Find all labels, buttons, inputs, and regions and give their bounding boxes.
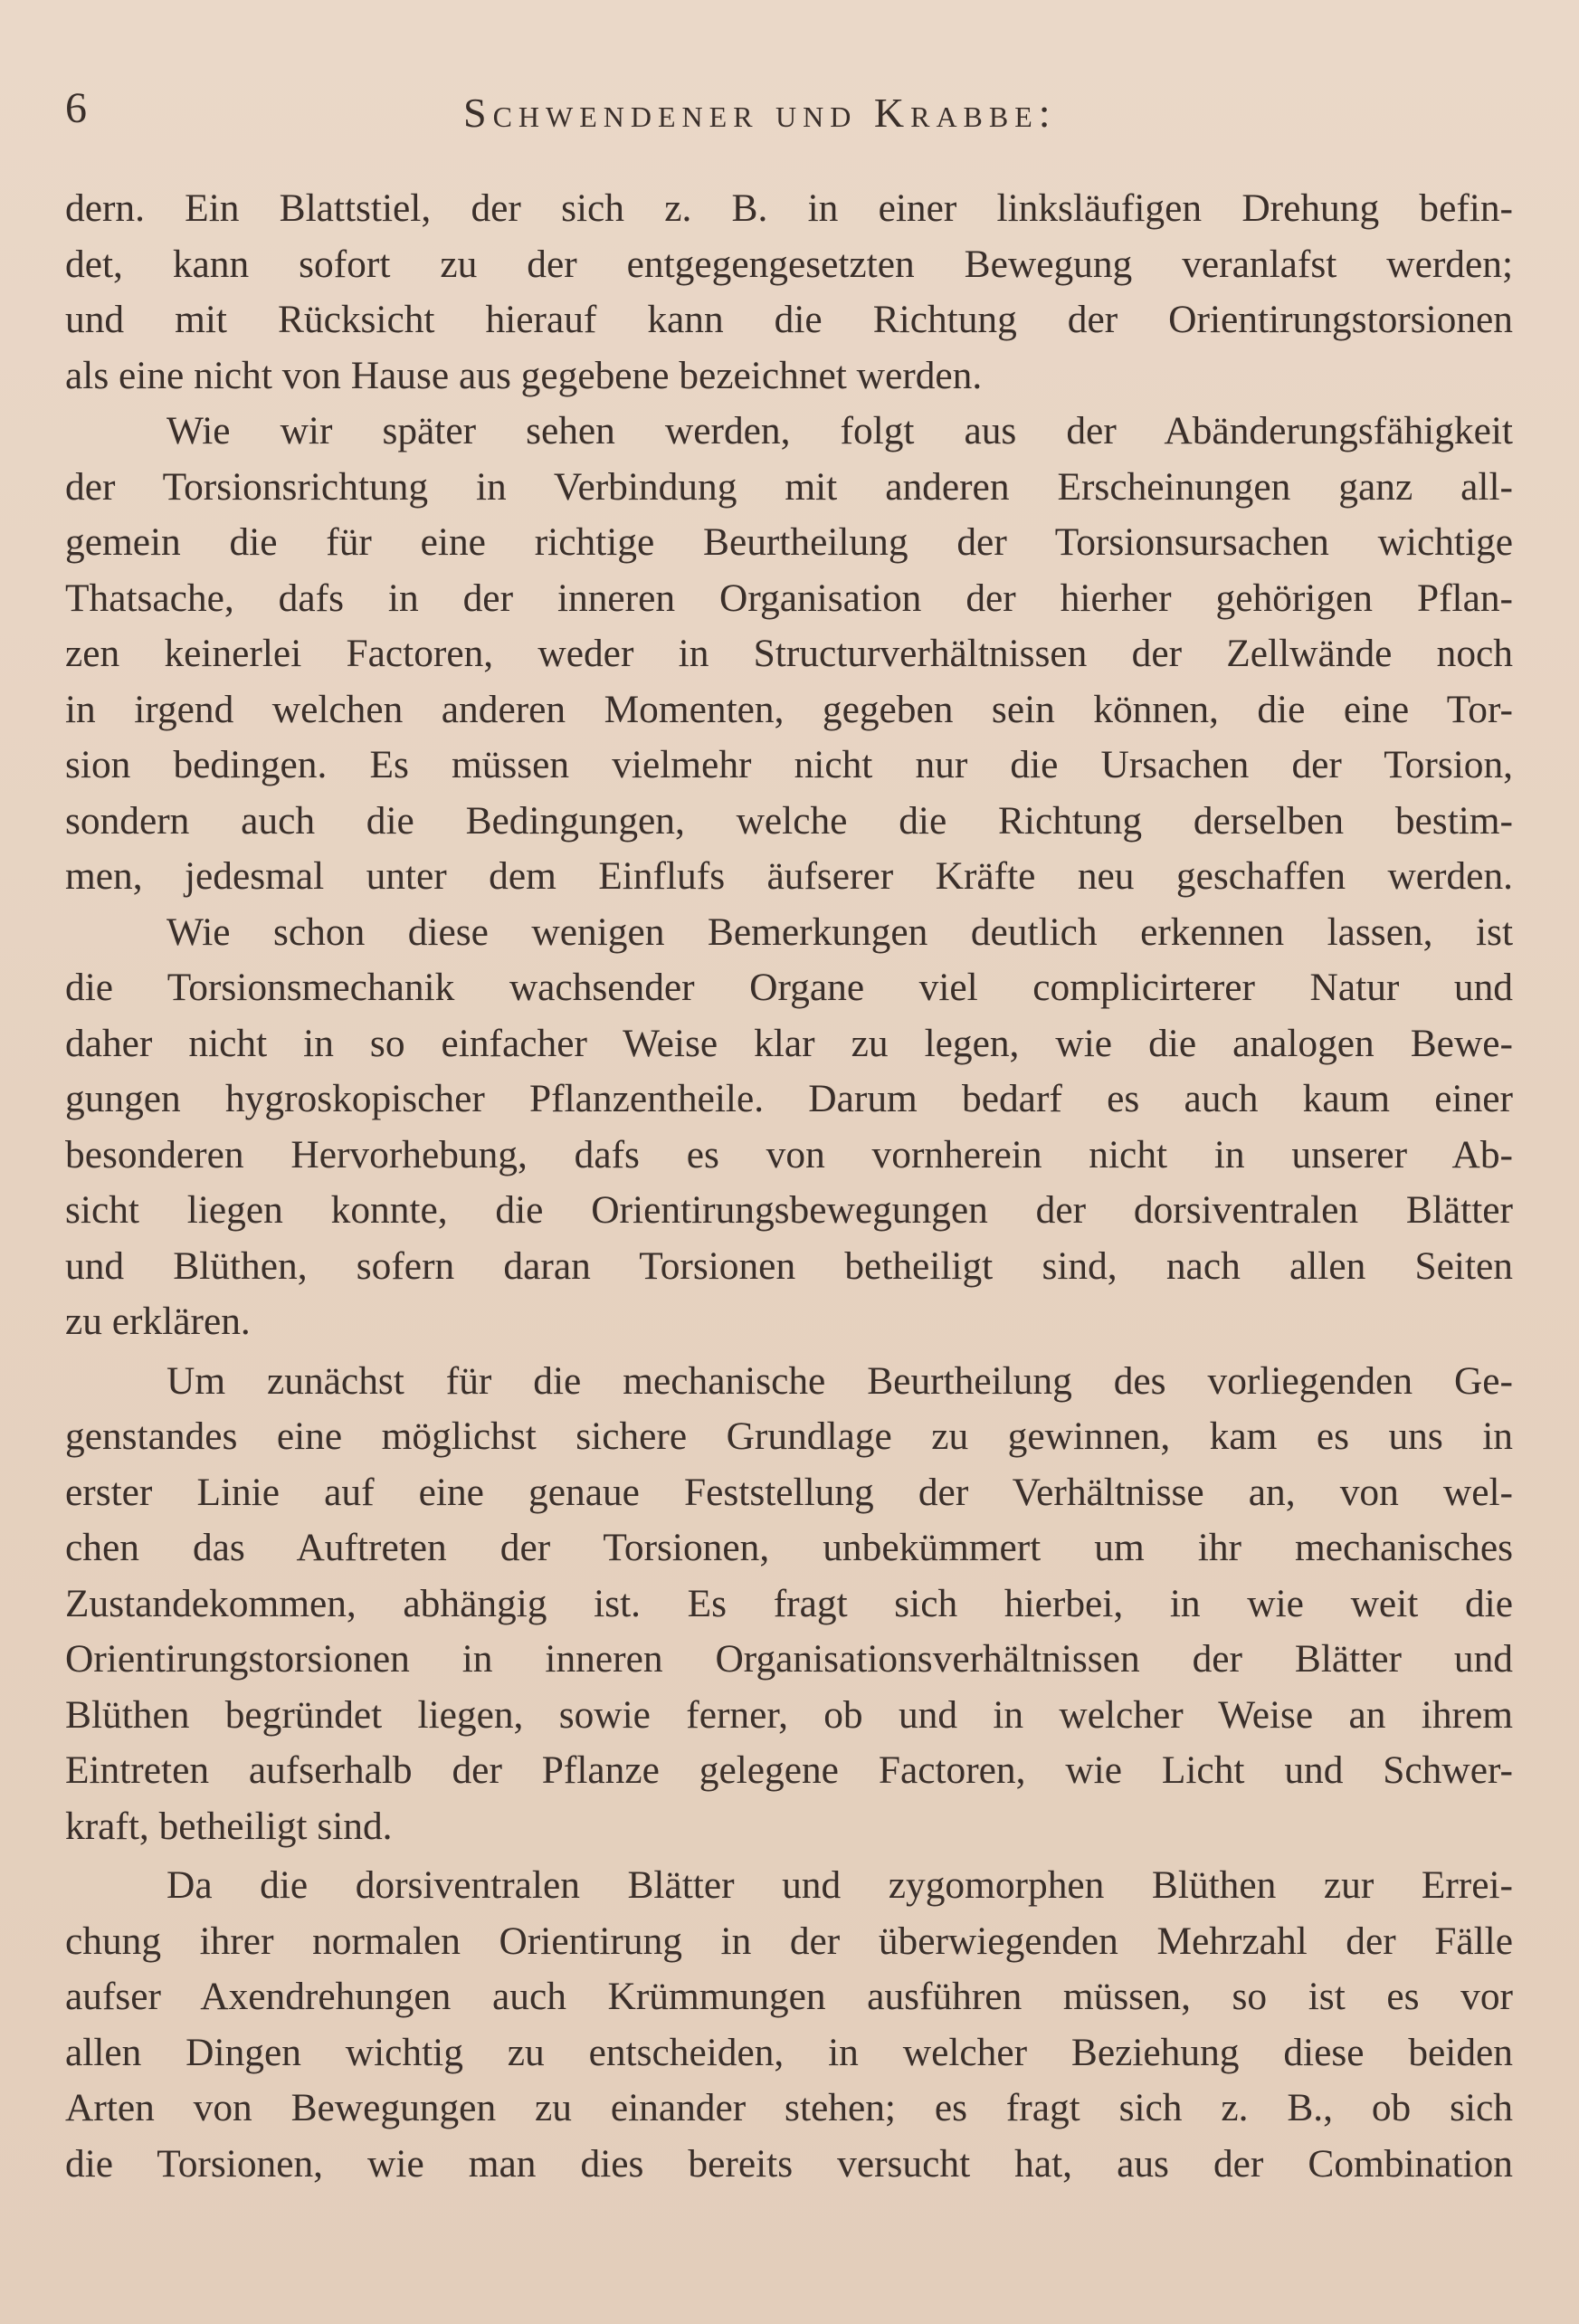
paragraph-2: [65, 404, 1513, 905]
text-line: Wie schon diese wenigen Bemerkungen deutlich erkennen lassen, ist: [166, 910, 1513, 954]
text-line: genstandes eine möglichst sichere Grundlage zu gewinnen, kam es uns in: [65, 1414, 1513, 1458]
text-line: besonderen Hervorhebung, dafs es von vornherein nicht in unserer Ab-: [65, 1132, 1513, 1176]
text-line: sion bedingen. Es müssen vielmehr nicht nur die Ursachen der Torsion,: [65, 743, 1513, 786]
paragraph-3: [65, 905, 1513, 1350]
page-number: 6: [65, 84, 87, 132]
text-line: zen keinerlei Factoren, weder in Structurverhältnissen der Zellwände noch: [65, 632, 1513, 675]
text-line: allen Dingen wichtig zu entscheiden, in welcher Beziehung diese beiden: [65, 2030, 1513, 2074]
text-line: die Torsionsmechanik wachsender Organe viel complicirterer Natur und: [65, 966, 1513, 1009]
text-line: erster Linie auf eine genaue Feststellung der Verhältnisse an, von wel-: [65, 1470, 1513, 1514]
body-text: [65, 181, 1513, 2192]
text-line: sondern auch die Bedingungen, welche die Richtung derselben bestim-: [65, 798, 1513, 843]
text-line: und mit Rücksicht hierauf kann die Richtung der Orientirungstorsionen: [65, 298, 1513, 341]
paragraph-4: [65, 1354, 1513, 1855]
text-line: die Torsionen, wie man dies bereits versucht hat, aus der Combination: [65, 2141, 1513, 2186]
page-header: [65, 83, 1513, 147]
running-title: Schwendener und Krabbe:: [463, 90, 1057, 136]
text-line: Arten von Bewegungen zu einander stehen; es fragt sich z. B., ob sich: [65, 2086, 1513, 2129]
text-line: Wie wir später sehen werden, folgt aus der Abänderungsfähigkeit: [166, 409, 1513, 452]
text-line: sicht liegen konnte, die Orientirungsbewegungen der dorsiventralen Blätter: [65, 1188, 1513, 1232]
text-line: Zustandekommen, abhängig ist. Es fragt sich hierbei, in wie weit die: [65, 1581, 1513, 1625]
text-line: chung ihrer normalen Orientirung in der überwiegenden Mehrzahl der Fälle: [65, 1919, 1513, 1963]
text-line: zu erklären.: [65, 1300, 251, 1343]
text-line: kraft, betheiligt sind.: [65, 1804, 393, 1848]
text-line: aufser Axendrehungen auch Krümmungen ausführen müssen, so ist es vor: [65, 1975, 1513, 2018]
text-line: dern. Ein Blattstiel, der sich z. B. in einer linksläufigen Drehung befin-: [65, 186, 1513, 230]
text-line: in irgend welchen anderen Momenten, gegeben sein können, die eine Tor-: [65, 687, 1513, 731]
text-line: Orientirungstorsionen in inneren Organisationsverhältnissen der Blätter und: [65, 1637, 1513, 1681]
text-line: der Torsionsrichtung in Verbindung mit anderen Erscheinungen ganz all-: [65, 464, 1513, 509]
text-line: Da die dorsiventralen Blätter und zygomorphen Blüthen zur Errei-: [166, 1863, 1513, 1907]
paragraph-1: [65, 181, 1513, 404]
text-line: Blüthen begründet liegen, sowie ferner, ob und in welcher Weise an ihrem: [65, 1692, 1513, 1737]
text-line: men, jedesmal unter dem Einflufs äufserer Kräfte neu geschaffen werden.: [65, 854, 1513, 898]
text-line: und Blüthen, sofern daran Torsionen betheiligt sind, nach allen Seiten: [65, 1243, 1513, 1288]
text-line: Thatsache, dafs in der inneren Organisation der hierher gehörigen Pflan-: [65, 576, 1513, 620]
text-line: gemein die für eine richtige Beurtheilung der Torsionsursachen wichtige: [65, 520, 1513, 564]
text-line: chen das Auftreten der Torsionen, unbekümmert um ihr mechanisches: [65, 1526, 1513, 1569]
text-line: gungen hygroskopischer Pflanzentheile. Darum bedarf es auch kaum einer: [65, 1077, 1513, 1120]
text-line: Um zunächst für die mechanische Beurtheilung des vorliegenden Ge-: [166, 1358, 1513, 1403]
text-line: Eintreten aufserhalb der Pflanze gelegene Factoren, wie Licht und Schwer-: [65, 1748, 1513, 1792]
text-line: als eine nicht von Hause aus gegebene bezeichnet werden.: [65, 353, 983, 397]
text-line: daher nicht in so einfacher Weise klar zu legen, wie die analogen Bewe-: [65, 1021, 1513, 1065]
text-line: det, kann sofort zu der entgegengesetzten Bewegung veranlafst werden;: [65, 242, 1513, 286]
paragraph-5: [65, 1858, 1513, 2192]
